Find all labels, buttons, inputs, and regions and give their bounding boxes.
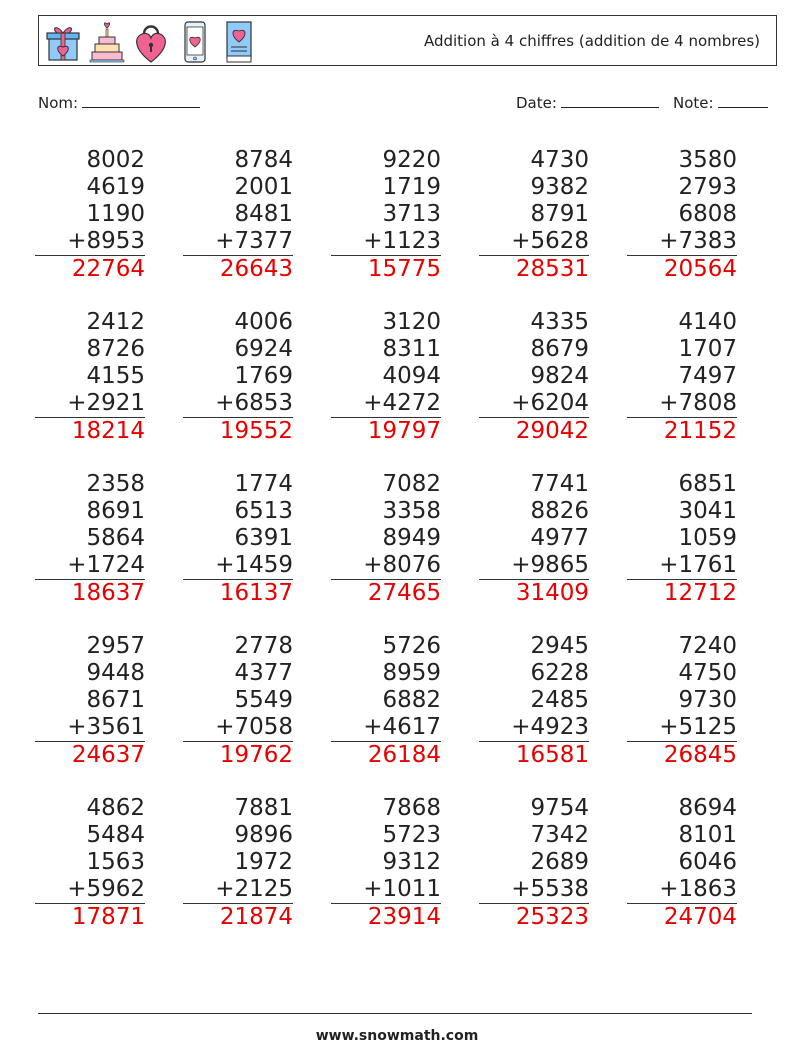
addend-4: +1459 [183, 552, 293, 580]
addend-3: 1563 [86, 849, 145, 875]
addend-2: 2793 [678, 174, 737, 200]
addend-1: 4335 [530, 309, 589, 335]
worksheet-title: Addition à 4 chiffres (addition de 4 nombres) [423, 32, 760, 50]
addend-3: 8949 [382, 525, 441, 551]
addend-4: +1011 [331, 876, 441, 904]
sum-answer: 16137 [219, 580, 293, 606]
addend-2: 4377 [234, 660, 293, 686]
addition-problem [479, 147, 589, 283]
addend-4: +6853 [183, 390, 293, 418]
sum-answer: 27465 [367, 580, 441, 606]
sum-answer: 17871 [71, 904, 145, 930]
addend-1: 9220 [382, 147, 441, 173]
addend-1: 2957 [86, 633, 145, 659]
addend-4: +4923 [479, 714, 589, 742]
addend-3: 1190 [86, 201, 145, 227]
addend-3: 9730 [678, 687, 737, 713]
addend-3: 4977 [530, 525, 589, 551]
sum-answer: 26184 [367, 742, 441, 768]
addend-4: +5125 [627, 714, 737, 742]
sum-answer: 19797 [367, 418, 441, 444]
addend-1: 8002 [86, 147, 145, 173]
addition-problem [35, 795, 145, 931]
addition-problem [479, 633, 589, 769]
addition-problem [479, 795, 589, 931]
addend-2: 6228 [530, 660, 589, 686]
addend-2: 4619 [86, 174, 145, 200]
addition-problem [479, 309, 589, 445]
name-label: Nom: [38, 94, 79, 112]
sum-answer: 25323 [515, 904, 589, 930]
note-label: Note: [673, 94, 714, 112]
addend-2: 8726 [86, 336, 145, 362]
addition-problem [35, 633, 145, 769]
addend-4: +7383 [627, 228, 737, 256]
addend-3: 8791 [530, 201, 589, 227]
addend-3: 2485 [530, 687, 589, 713]
addend-1: 7240 [678, 633, 737, 659]
date-field [516, 93, 659, 112]
addend-1: 8694 [678, 795, 737, 821]
addend-1: 1774 [234, 471, 293, 497]
addend-4: +1123 [331, 228, 441, 256]
footer-url: www.snowmath.com [315, 1028, 479, 1044]
name-field [38, 93, 200, 112]
addend-4: +1863 [627, 876, 737, 904]
addend-3: 8481 [234, 201, 293, 227]
icon-row [45, 20, 257, 64]
addend-4: +2125 [183, 876, 293, 904]
addend-2: 1707 [678, 336, 737, 362]
addend-1: 6851 [678, 471, 737, 497]
addend-4: +7808 [627, 390, 737, 418]
addend-2: 2001 [234, 174, 293, 200]
book-heart-icon [221, 20, 257, 64]
addition-problem [627, 633, 737, 769]
addition-problem [35, 471, 145, 607]
addend-3: 5549 [234, 687, 293, 713]
addition-problem [479, 471, 589, 607]
addend-2: 1719 [382, 174, 441, 200]
addend-2: 8101 [678, 822, 737, 848]
sum-answer: 31409 [515, 580, 589, 606]
addend-1: 7741 [530, 471, 589, 497]
addend-2: 9382 [530, 174, 589, 200]
sum-answer: 23914 [367, 904, 441, 930]
sum-answer: 24704 [663, 904, 737, 930]
addend-1: 5726 [382, 633, 441, 659]
addend-3: 6882 [382, 687, 441, 713]
addend-3: 1972 [234, 849, 293, 875]
heart-lock-icon [133, 20, 169, 64]
addend-1: 9754 [530, 795, 589, 821]
addend-3: 2689 [530, 849, 589, 875]
addend-3: 1769 [234, 363, 293, 389]
addend-3: 6391 [234, 525, 293, 551]
date-label: Date: [516, 94, 557, 112]
addend-1: 2945 [530, 633, 589, 659]
addend-3: 5864 [86, 525, 145, 551]
addition-problem [183, 471, 293, 607]
footer-divider [38, 1013, 752, 1014]
sum-answer: 22764 [71, 256, 145, 282]
addend-2: 3358 [382, 498, 441, 524]
addend-4: +7377 [183, 228, 293, 256]
addend-4: +3561 [35, 714, 145, 742]
date-blank [561, 93, 659, 108]
addend-4: +5628 [479, 228, 589, 256]
addend-2: 6924 [234, 336, 293, 362]
addend-4: +9865 [479, 552, 589, 580]
sum-answer: 19762 [219, 742, 293, 768]
addend-4: +5962 [35, 876, 145, 904]
sum-answer: 18214 [71, 418, 145, 444]
addend-2: 3041 [678, 498, 737, 524]
addend-3: 3713 [382, 201, 441, 227]
addend-2: 5723 [382, 822, 441, 848]
addend-4: +7058 [183, 714, 293, 742]
sum-answer: 19552 [219, 418, 293, 444]
addend-3: 4094 [382, 363, 441, 389]
addition-problem [183, 633, 293, 769]
addition-problem [183, 147, 293, 283]
addend-1: 2778 [234, 633, 293, 659]
addend-2: 6513 [234, 498, 293, 524]
addend-1: 3120 [382, 309, 441, 335]
addend-4: +8953 [35, 228, 145, 256]
addend-2: 5484 [86, 822, 145, 848]
addend-3: 4155 [86, 363, 145, 389]
addend-3: 8671 [86, 687, 145, 713]
addition-problem [627, 795, 737, 931]
name-blank [82, 93, 200, 108]
addend-2: 8311 [382, 336, 441, 362]
sum-answer: 29042 [515, 418, 589, 444]
addend-1: 2358 [86, 471, 145, 497]
addend-2: 4750 [678, 660, 737, 686]
addend-1: 8784 [234, 147, 293, 173]
addend-1: 3580 [678, 147, 737, 173]
addend-4: +5538 [479, 876, 589, 904]
addend-2: 9896 [234, 822, 293, 848]
addition-problem [183, 795, 293, 931]
addend-1: 7881 [234, 795, 293, 821]
sum-answer: 28531 [515, 256, 589, 282]
addend-1: 4730 [530, 147, 589, 173]
addend-3: 6046 [678, 849, 737, 875]
addend-2: 8959 [382, 660, 441, 686]
addend-3: 1059 [678, 525, 737, 551]
sum-answer: 26643 [219, 256, 293, 282]
addend-3: 7497 [678, 363, 737, 389]
sum-answer: 18637 [71, 580, 145, 606]
worksheet-header [38, 15, 777, 66]
addend-2: 8691 [86, 498, 145, 524]
gift-icon [45, 20, 81, 64]
addend-3: 9824 [530, 363, 589, 389]
sum-answer: 21152 [663, 418, 737, 444]
sum-answer: 15775 [367, 256, 441, 282]
addition-problem [183, 309, 293, 445]
addend-4: +4272 [331, 390, 441, 418]
addition-problem [331, 471, 441, 607]
addend-4: +2921 [35, 390, 145, 418]
addend-2: 8679 [530, 336, 589, 362]
cake-icon [89, 20, 125, 64]
addition-problem [627, 309, 737, 445]
sum-answer: 20564 [663, 256, 737, 282]
addition-problem [35, 309, 145, 445]
addition-problem [331, 633, 441, 769]
addend-2: 7342 [530, 822, 589, 848]
sum-answer: 21874 [219, 904, 293, 930]
addend-1: 4006 [234, 309, 293, 335]
addend-4: +4617 [331, 714, 441, 742]
sum-answer: 24637 [71, 742, 145, 768]
addend-1: 4862 [86, 795, 145, 821]
addition-problem [35, 147, 145, 283]
note-blank [718, 93, 768, 108]
addend-1: 7868 [382, 795, 441, 821]
addend-1: 7082 [382, 471, 441, 497]
addition-problem [627, 471, 737, 607]
phone-heart-icon [177, 20, 213, 64]
sum-answer: 12712 [663, 580, 737, 606]
addend-4: +6204 [479, 390, 589, 418]
addend-2: 9448 [86, 660, 145, 686]
addition-problem [331, 795, 441, 931]
addend-3: 9312 [382, 849, 441, 875]
sum-answer: 16581 [515, 742, 589, 768]
addition-problem [331, 147, 441, 283]
addend-2: 8826 [530, 498, 589, 524]
addend-1: 2412 [86, 309, 145, 335]
addition-problem [627, 147, 737, 283]
addition-problem [331, 309, 441, 445]
addend-1: 4140 [678, 309, 737, 335]
addend-4: +1724 [35, 552, 145, 580]
addend-3: 6808 [678, 201, 737, 227]
note-field [673, 93, 768, 112]
sum-answer: 26845 [663, 742, 737, 768]
addend-4: +1761 [627, 552, 737, 580]
addend-4: +8076 [331, 552, 441, 580]
